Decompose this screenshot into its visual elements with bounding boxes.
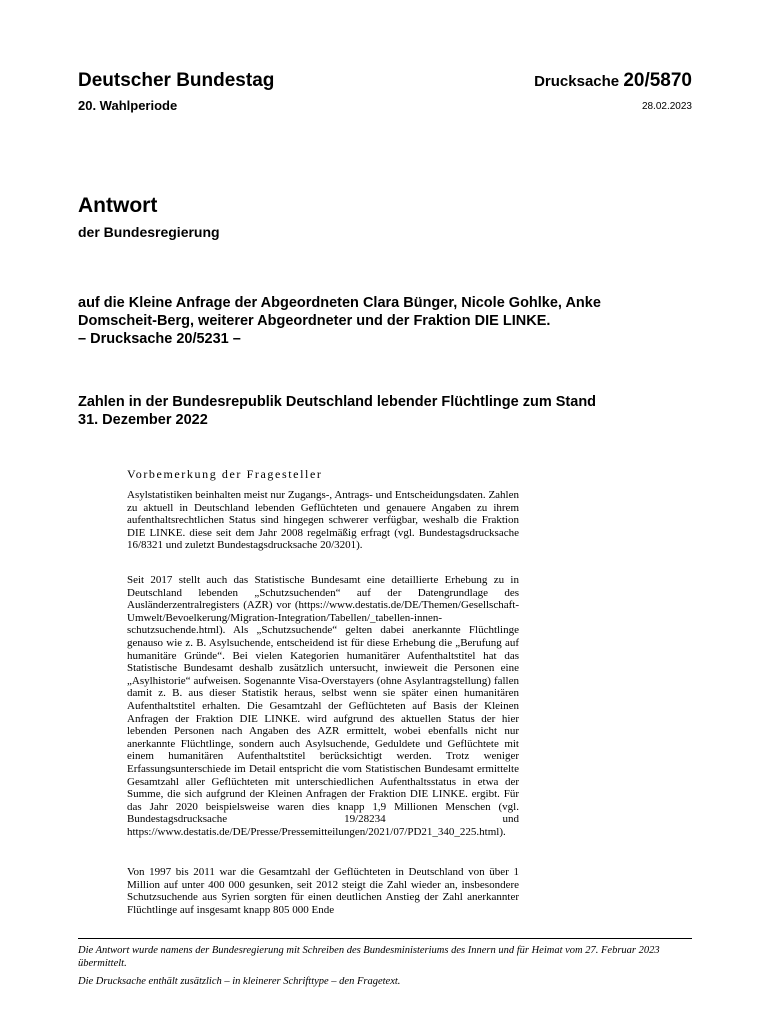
drucksache-number: 20/5870	[623, 70, 692, 91]
drucksache-label: Drucksache	[534, 73, 620, 90]
subject-line: 31. Dezember 2022	[78, 412, 208, 428]
footnote-note: Die Drucksache enthält zusätzlich – in kleinerer Schrifttype – den Fragetext.	[78, 976, 401, 987]
inquiry-subject	[78, 393, 698, 429]
drucksache-id	[534, 70, 692, 92]
inquiry-line: – Drucksache 20/5231 –	[78, 331, 241, 347]
subject-line: Zahlen in der Bundesrepublik Deutschland lebender Flüchtlinge zum Stand	[78, 394, 597, 410]
legislative-period: 20. Wahlperiode	[78, 98, 178, 113]
preliminary-heading: Vorbemerkung der Fragesteller	[127, 467, 323, 481]
footnote-divider	[78, 938, 692, 939]
inquiry-line: auf die Kleine Anfrage der Abgeordneten Clara Bünger, Nicole Gohlke, Anke	[78, 295, 601, 311]
footnote-transmitted: Die Antwort wurde namens der Bundesregierung mit Schreiben des Bundesministeriums des Innern und für Heimat vom 27. Februar 2023 übermittelt.	[78, 945, 660, 969]
preliminary-paragraph: Seit 2017 stellt auch das Statistische Bundesamt eine detaillierte Erhebung zu in Deutschland lebenden „Schutzsuchenden“ auf der Datengrundlage des Ausländerzentralregisters (AZR) vor (https://www.destatis.de/DE/Themen/Gesellschaft-Umwelt/Bevoelkerung/Migration-Integration/Tabellen/_tabellen-innen-schutzsuchende.html). Als „Schutzsuchende“ gelten dabei anerkannte Flüchtlinge genauso wie z. B. Asylsuchende, entscheidend ist für diese Erhebung die „Berufung auf humanitäre Gründe“. Bei vielen Kategorien humanitärer Aufenthaltstitel hat das Statistische Bundesamt deshalb zusätzlich untersucht, inwieweit die Personen eine „Asylhistorie“ aufweisen. Sogenannte Visa-Overstayers (ohne Asylantragstellung) fallen damit z. B. aus dieser Statistik heraus, selbst wenn sie später einen humanitären Aufenthaltstitel erhalten. Die Gesamtzahl der Geflüchteten auf Basis der Kleinen Anfragen der Fraktion DIE LINKE. wird aufgrund des aktuellen Status der hier lebenden Personen nach Angaben des AZR ermittelt, wobei ebenfalls nicht nur anerkannte Flüchtlinge, sondern auch Asylsuchende, Geduldete und Geflüchtete mit einem humanitären Aufenthaltstitel berücksichtigt werden. Trotz weniger Erfassungsunterschiede im Detail entspricht die vom Statistischen Bundesamt ermittelte Gesamtzahl aller Geflüchteten mit unterschiedlichen Aufenthaltsstatus in etwa der Summe, die sich aufgrund der Kleinen Anfragen der Fraktion DIE LINKE. ergibt. Für das Jahr 2020 beispielsweise waren dies knapp 1,9 Millionen Menschen (vgl. Bundestagsdrucksache 19/28234 und https://www.destatis.de/DE/Presse/Pressemitteilungen/2021/07/PD21_340_225.html).	[127, 574, 519, 838]
institution-title: Deutscher Bundestag	[78, 70, 275, 91]
document-subtitle: der Bundesregierung	[78, 224, 220, 240]
document-date: 28.02.2023	[641, 101, 692, 112]
document-title: Antwort	[78, 194, 158, 217]
inquiry-reference	[78, 294, 698, 348]
inquiry-line: Domscheit-Berg, weiterer Abgeordneter und der Fraktion DIE LINKE.	[78, 313, 551, 329]
preliminary-paragraph: Von 1997 bis 2011 war die Gesamtzahl der Geflüchteten in Deutschland von über 1 Million auf unter 400 000 gesunken, seit 2012 steigt die Zahl wieder an, insbesondere Schutzsuchende aus Syrien sorgten für einen deutlichen Anstieg der Zahl anerkannter Flüchtlinge auf insgesamt knapp 805 000 Ende	[127, 866, 519, 916]
preliminary-paragraph: Asylstatistiken beinhalten meist nur Zugangs-, Antrags- und Entscheidungsdaten. Zahlen zu aktuell in Deutschland lebenden Geflüchteten und genauere Angaben zu ihrem aufenthaltsrechtlichen Status sind hingegen schwerer verfügbar, weshalb die Fraktion DIE LINKE. diese seit dem Jahr 2008 regelmäßig erfragt (vgl. Bundestagsdrucksache 16/8321 und zuletzt Bundestagsdrucksache 20/3201).	[127, 489, 519, 552]
